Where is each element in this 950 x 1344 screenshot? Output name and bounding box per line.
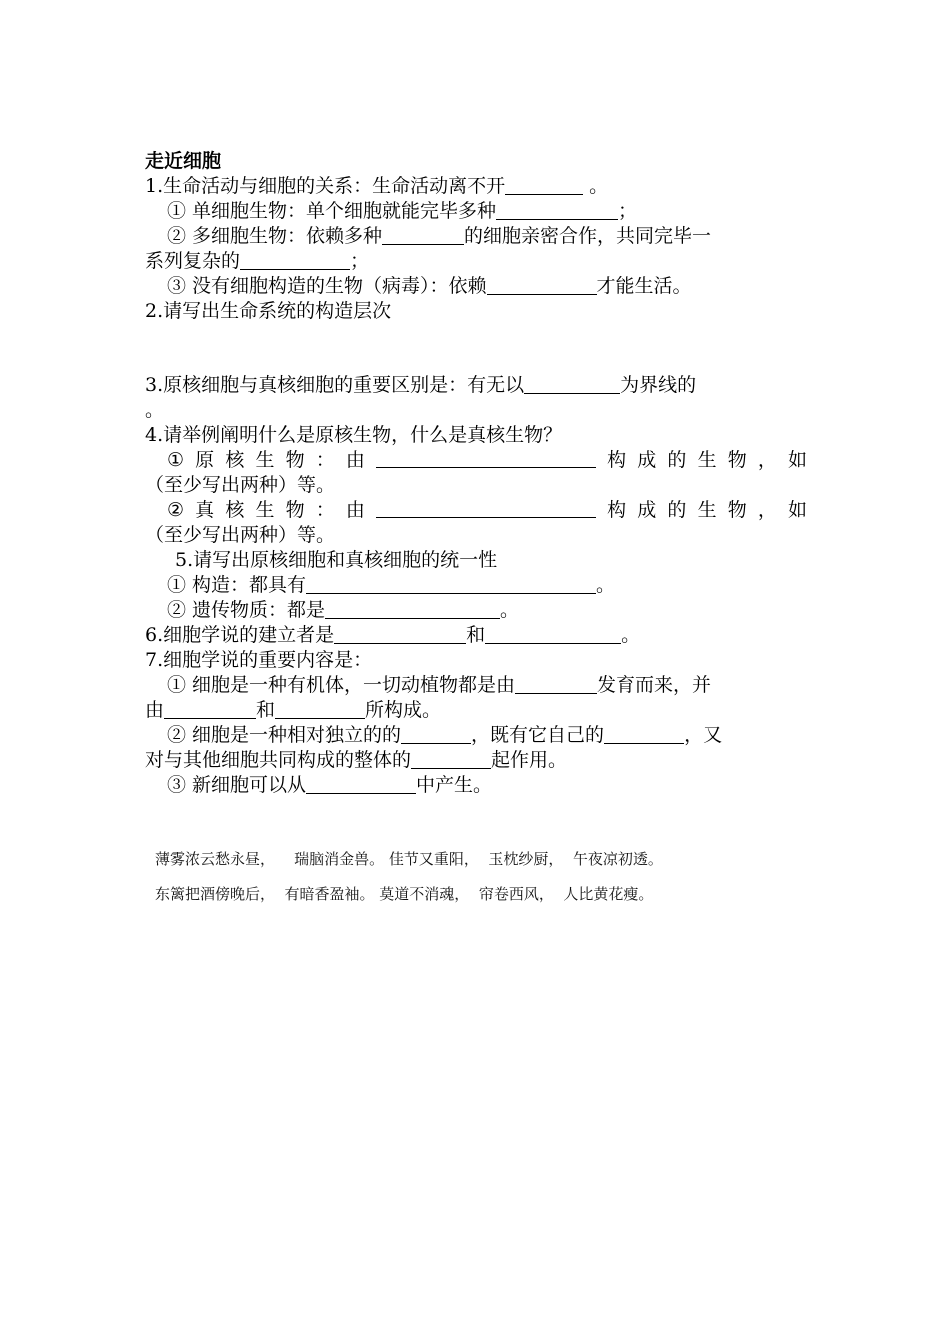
- question-4a-cont: （至少写出两种）等。: [145, 474, 336, 496]
- question-7b: ② 细胞是一种相对独立的的 ，既有它自己的 ，又: [167, 724, 723, 746]
- answer-blank[interactable]: [496, 200, 618, 220]
- answer-blank[interactable]: [515, 674, 597, 694]
- question-1b-cont: 系列复杂的 ；: [145, 250, 370, 272]
- answer-blank[interactable]: [524, 374, 620, 394]
- answer-blank[interactable]: [411, 749, 491, 769]
- question-4: 4.请举例阐明什么是原核生物，什么是真核生物？: [145, 424, 563, 446]
- question-6: 6.细胞学说的建立者是 和 。: [145, 624, 641, 646]
- question-1b: ② 多细胞生物：依赖多种 的细胞亲密合作，共同完毕一: [167, 225, 712, 247]
- answer-blank[interactable]: [325, 599, 500, 619]
- question-3-cont: 。: [145, 399, 165, 421]
- answer-blank[interactable]: [376, 498, 596, 518]
- question-3: 3.原核细胞与真核细胞的重要区别是：有无以 为界线的: [145, 374, 697, 396]
- question-2: 2.请写出生命系统的构造层次: [145, 300, 392, 322]
- question-5: 5.请写出原核细胞和真核细胞的统一性: [175, 549, 498, 571]
- answer-blank[interactable]: [401, 724, 471, 744]
- question-1a: ① 单细胞生物：单个细胞就能完毕多种 ；: [167, 200, 638, 222]
- poem-line-2: 东篱把酒傍晚后， 有暗香盈袖。 莫道不消魂， 帘卷西风， 人比黄花瘦。: [155, 885, 654, 903]
- answer-blank[interactable]: [376, 448, 596, 468]
- answer-blank[interactable]: [334, 624, 466, 644]
- page-title: 走近细胞: [145, 150, 222, 172]
- question-7b-cont: 对与其他细胞共同构成的整体的 起作用。: [145, 749, 568, 771]
- worksheet: [145, 148, 807, 798]
- question-5a: ① 构造：都具有 。: [167, 574, 616, 596]
- answer-blank[interactable]: [485, 624, 621, 644]
- question-7a: ① 细胞是一种有机体，一切动植物都是由 发育而来，并: [167, 674, 712, 696]
- answer-blank[interactable]: [275, 699, 365, 719]
- answer-blank[interactable]: [306, 574, 596, 594]
- answer-blank[interactable]: [164, 699, 256, 719]
- answer-blank[interactable]: [487, 275, 597, 295]
- question-7c: ③ 新细胞可以从 中产生。: [167, 774, 493, 796]
- answer-blank[interactable]: [604, 724, 684, 744]
- question-7: 7.细胞学说的重要内容是：: [145, 649, 373, 671]
- poem-line-1: 薄雾浓云愁永昼， 瑞脑消金兽。 佳节又重阳， 玉枕纱厨， 午夜凉初透。: [155, 850, 663, 868]
- question-5b: ② 遗传物质：都是 。: [167, 599, 520, 621]
- question-7a-cont: 由 和 所构成。: [145, 699, 442, 721]
- answer-blank[interactable]: [382, 225, 464, 245]
- answer-blank[interactable]: [505, 175, 583, 195]
- answer-blank[interactable]: [240, 250, 350, 270]
- question-4a: ① 原 核 生 物 ： 由 构 成 的 生 物 ， 如: [167, 449, 807, 471]
- question-1c: ③ 没有细胞构造的生物（病毒）：依赖 才能生活。: [167, 275, 692, 297]
- question-4b: ② 真 核 生 物 ： 由 构 成 的 生 物 ， 如: [167, 499, 807, 521]
- answer-space[interactable]: [145, 324, 807, 373]
- answer-blank[interactable]: [306, 774, 416, 794]
- question-1: 1.生命活动与细胞的关系：生命活动离不开 。: [145, 175, 609, 197]
- question-4b-cont: （至少写出两种）等。: [145, 524, 336, 546]
